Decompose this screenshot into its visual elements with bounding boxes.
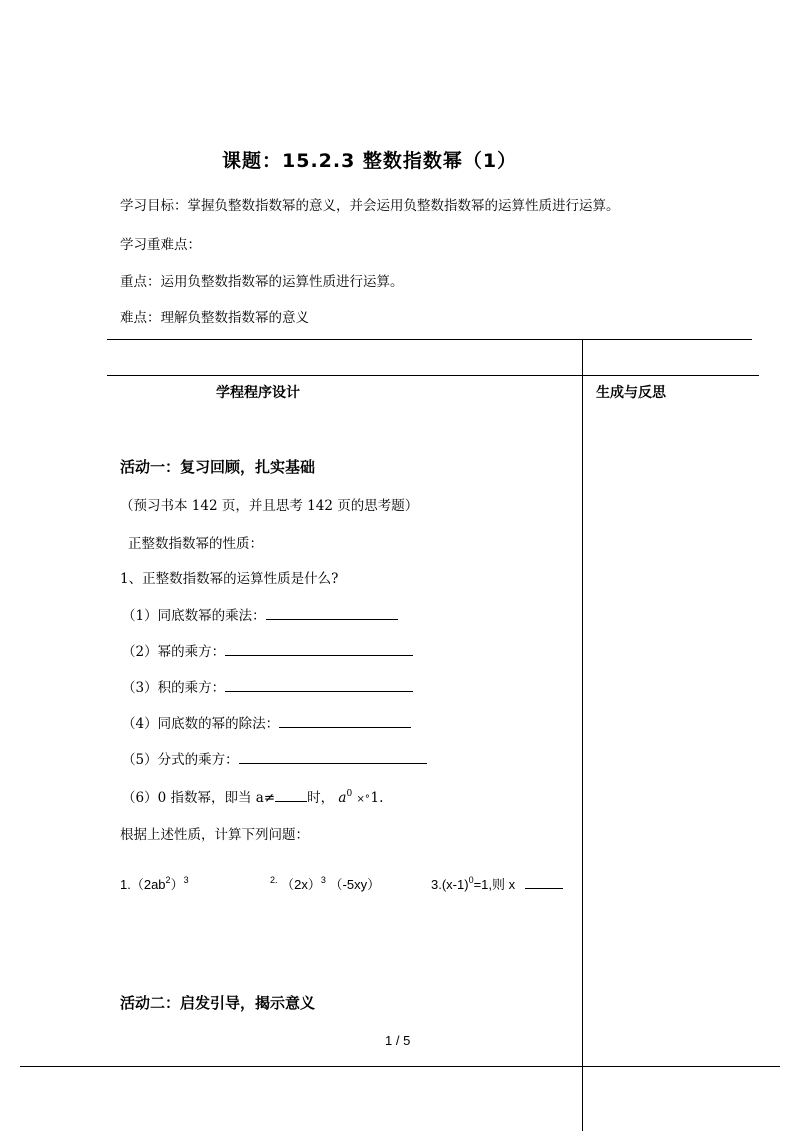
compute-label: 根据上述性质，计算下列问题： xyxy=(120,827,309,843)
page-number: 1 / 5 xyxy=(385,1033,411,1048)
problem-3-exp: 0 xyxy=(468,875,474,885)
item-6-suffix: 1. xyxy=(370,790,384,806)
item-2-label: （2）幂的乘方： xyxy=(122,644,226,660)
activity2-heading: 活动二：启发引导，揭示意义 xyxy=(120,994,316,1012)
table-bottom-rule xyxy=(20,1066,780,1067)
key-difficult-label: 学习重难点： xyxy=(120,237,201,253)
item-4-label: （4）同底数的幂的除法： xyxy=(122,716,280,732)
item-6-base: a xyxy=(338,790,347,806)
item-1-blank[interactable] xyxy=(266,605,398,620)
table-header-rule xyxy=(107,375,759,376)
problem-2 xyxy=(270,874,380,893)
item-1-label: （1）同底数幂的乘法： xyxy=(122,608,266,624)
item-6 xyxy=(122,786,383,806)
problem-3 xyxy=(431,874,563,893)
item-6-exp: 0 xyxy=(346,789,353,799)
problem-2-post: （-5xy） xyxy=(329,877,381,892)
problem-3-blank[interactable] xyxy=(525,874,563,889)
learning-goal: 学习目标：掌握负整数指数幂的意义，并会运用负整数指数幂的运算性质进行运算。 xyxy=(120,198,620,214)
item-3-label: （3）积的乘方： xyxy=(122,680,226,696)
page-title: 课题：15.2.3 整数指数幂（1） xyxy=(222,150,518,172)
difficult-point: 难点：理解负整数指数幂的意义 xyxy=(120,310,309,326)
header-left: 学程程序设计 xyxy=(216,385,300,401)
question-1: 1、正整数指数幂的运算性质是什么? xyxy=(120,571,339,587)
item-2-blank[interactable] xyxy=(225,641,413,656)
key-point: 重点：运用负整数指数幂的运算性质进行运算。 xyxy=(120,274,404,290)
problem-1-exp: 2 xyxy=(165,875,171,885)
problem-2-exp: 3 xyxy=(320,875,326,885)
problem-1 xyxy=(120,874,189,893)
item-6-prefix: （6）0 指数幂，即当 a≠ xyxy=(122,790,276,806)
item-6-mid: 时， xyxy=(307,790,335,806)
problem-2-num: 2. xyxy=(270,875,278,885)
activity1-note: （预习书本 142 页，并且思考 142 页的思考题） xyxy=(120,498,419,514)
properties-label: 正整数指数幂的性质： xyxy=(128,536,263,552)
neq-symbol-icon: ×° xyxy=(356,794,370,805)
item-3 xyxy=(122,676,413,696)
item-6-blank[interactable] xyxy=(275,787,307,802)
problem-1-pre: 1.（2ab xyxy=(120,877,166,892)
item-5-blank[interactable] xyxy=(239,749,427,764)
item-5-label: （5）分式的乘方： xyxy=(122,752,239,768)
activity1-heading: 活动一：复习回顾，扎实基础 xyxy=(120,458,316,476)
item-5 xyxy=(122,748,427,768)
table-column-divider xyxy=(582,339,583,1131)
problem-3-post: =1,则 x xyxy=(473,877,516,892)
item-1 xyxy=(122,604,398,624)
problem-2-pre: （2x） xyxy=(281,877,321,892)
item-4 xyxy=(122,712,411,732)
item-2 xyxy=(122,640,413,660)
table-top-rule xyxy=(107,339,752,340)
item-3-blank[interactable] xyxy=(225,677,413,692)
header-right: 生成与反思 xyxy=(596,385,666,401)
item-4-blank[interactable] xyxy=(279,713,411,728)
problem-1-post: ） xyxy=(170,877,184,892)
problem-1-outer-exp: 3 xyxy=(183,875,189,885)
problem-3-pre: 3.(x-1) xyxy=(431,877,469,892)
